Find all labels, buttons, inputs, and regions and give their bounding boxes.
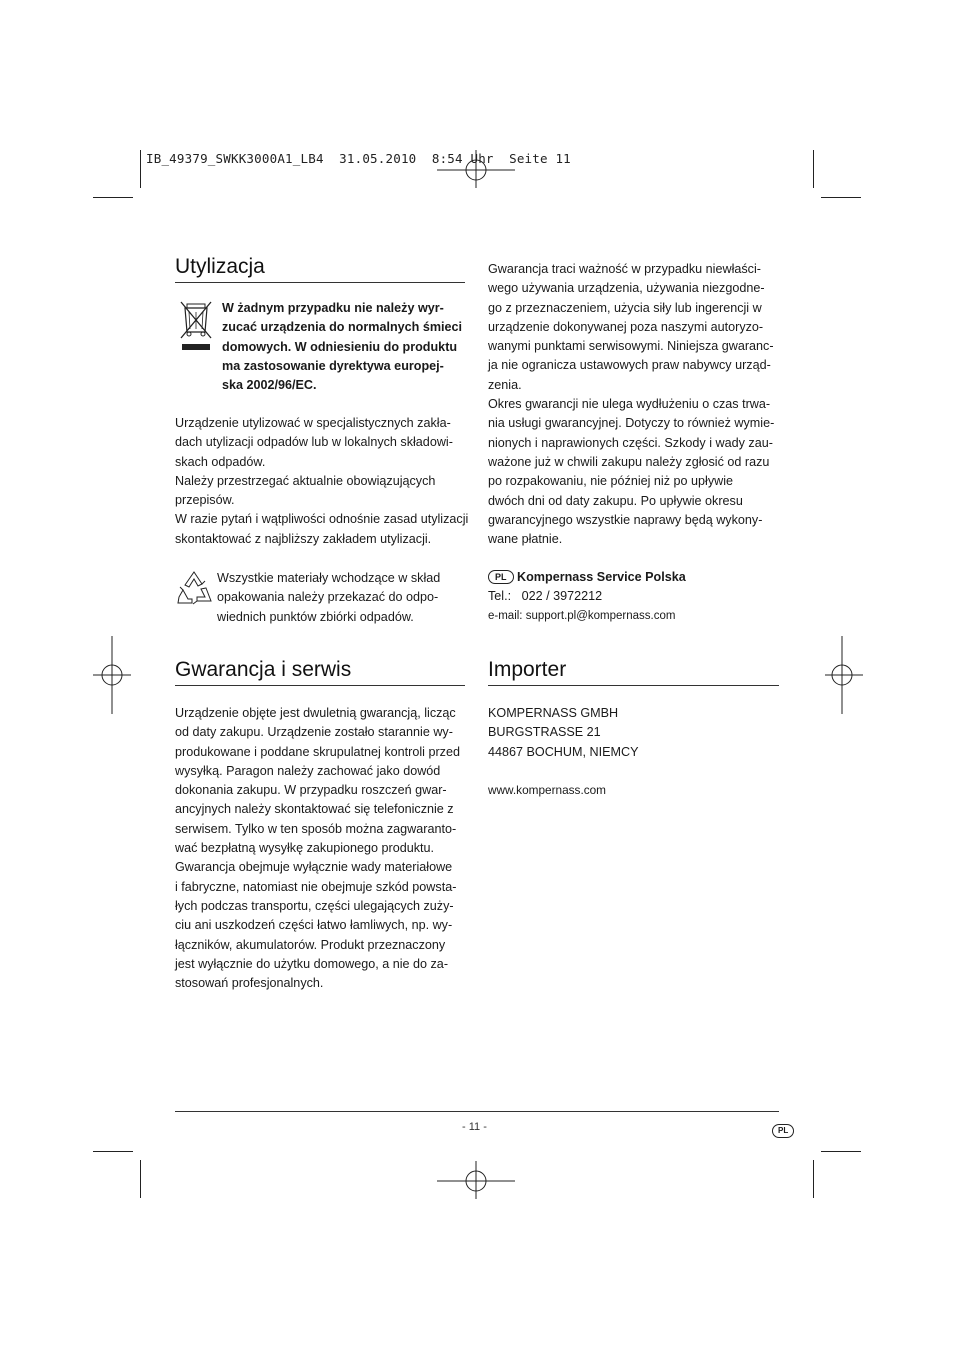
body-line: zenia.	[488, 377, 522, 392]
title-rule	[175, 685, 465, 686]
service-name-row	[488, 568, 788, 587]
phone-number: 022 / 3972212	[521, 589, 603, 604]
body-line: Urządzenie objęte jest dwuletnią gwarancją, licząc	[175, 706, 456, 720]
body-line: skontaktować z najbliższy zakładem utylizacji.	[175, 531, 432, 546]
address-line: BURGSTRASSE 21	[488, 725, 601, 740]
address-line: 44867 BOCHUM, NIEMCY	[488, 744, 639, 759]
warning-line: W żadnym przypadku nie należy wyr-	[222, 301, 444, 315]
registration-mark-icon	[437, 150, 517, 190]
language-badge	[772, 1121, 794, 1139]
print-header: IB_49379_SWKK3000A1_LB4 31.05.2010 8:54 Uhr Seite 11	[146, 151, 571, 166]
recycle-line: wiednich punktów zbiórki odpadów.	[217, 609, 414, 624]
body-line: ja nie ogranicza ustawowych praw nabywcy urząd-	[488, 358, 771, 373]
recycle-line: Wszystkie materiały wchodzące w skład	[217, 571, 441, 585]
body-line: od daty zakupu. Urządzenie zostało starannie wy-	[175, 725, 453, 740]
body-line: Okres gwarancji nie ulega wydłużeniu o czas trwa-	[488, 397, 771, 412]
recycling-icon	[175, 569, 213, 607]
country-badge: PL	[488, 570, 514, 584]
section-title-utylizacja: Utylizacja	[175, 255, 265, 278]
body-line: łych podczas transportu, części ulegających zuży-	[175, 898, 454, 913]
warranty-body	[175, 704, 470, 993]
disposal-body	[175, 414, 470, 549]
email-row	[488, 607, 788, 626]
body-line: dokonania zakupu. W przypadku roszczeń gwar-	[175, 783, 447, 798]
body-line: wego używania urządzenia, używania niezgodne-	[488, 281, 765, 296]
body-line: nia usługi gwarancyjnej. Dotyczy to również wymie-	[488, 416, 775, 431]
importer-address	[488, 704, 788, 800]
email-label: e-mail:	[488, 609, 523, 622]
body-line: gwarancyjnego wszystkie naprawy będą wykony-	[488, 512, 763, 527]
body-line: serwisem. Tylko w ten sposób można zagwaranto-	[175, 821, 457, 836]
body-line: skach odpadów.	[175, 454, 266, 469]
title-rule	[488, 685, 779, 686]
email-address[interactable]: support.pl@kompernass.com	[525, 609, 676, 622]
title-rule	[175, 282, 465, 283]
address-line: KOMPERNASS GMBH	[488, 706, 619, 720]
body-line: i fabryczne, natomiast nie obejmuje szkód powsta-	[175, 879, 457, 894]
body-line: produkowane i poddane skrupulatnej kontroli przed	[175, 744, 460, 759]
body-line: ciu ani uszkodzeń części łatwo łamliwych, np. wy-	[175, 918, 453, 933]
body-line: jest wyłącznie do użytku domowego, a nie do za-	[175, 956, 449, 971]
warning-line: domowych. W odniesieniu do produktu	[222, 339, 458, 354]
website-link[interactable]: www.kompernass.com	[488, 782, 607, 797]
body-line: ancyjnych należy skontaktować się telefonicznie z	[175, 802, 454, 817]
body-line: urządzenie dokonywanej poza naszymi autoryzo-	[488, 319, 764, 334]
body-line: łączników, akumulatorów. Produkt przeznaczony	[175, 937, 446, 952]
body-line: dwóch dni od daty zakupu. Po upływie okresu	[488, 493, 743, 508]
footer-rule	[175, 1111, 779, 1112]
recycle-line: opakowania należy przekazać do odpo-	[217, 590, 439, 605]
warning-line: ska 2002/96/EC.	[222, 378, 317, 393]
body-line: Gwarancja traci ważność w przypadku niewłaści-	[488, 262, 761, 276]
body-line: W razie pytań i wątpliwości odnośnie zasad utylizacji	[175, 512, 469, 527]
warning-line: ma zastosowanie dyrektywa europej-	[222, 358, 444, 373]
section-title-gwarancja: Gwarancja i serwis	[175, 658, 352, 681]
registration-mark-icon	[93, 636, 133, 716]
body-line: stosowań profesjonalnych.	[175, 976, 324, 991]
registration-mark-icon	[437, 1161, 517, 1201]
page-number: - 11 -	[462, 1121, 487, 1133]
warning-line: zucać urządzenia do normalnych śmieci	[222, 320, 463, 335]
phone-label: Tel.:	[488, 589, 512, 604]
body-line: Należy przestrzegać aktualnie obowiązujących	[175, 473, 436, 488]
body-line: Urządzenie utylizować w specjalistycznych zakła-	[175, 416, 451, 430]
packaging-note	[217, 569, 472, 627]
language-badge-label: PL	[772, 1124, 794, 1138]
service-contact	[488, 568, 788, 626]
body-line: wysyłką. Paragon należy zachować jako dowód	[175, 763, 441, 778]
warranty-continued	[488, 260, 788, 549]
body-line: Gwarancja obejmuje wyłącznie wady materiałowe	[175, 860, 453, 875]
crossed-out-wheelie-bin-icon	[177, 298, 215, 352]
section-title-importer: Importer	[488, 658, 567, 681]
body-line: go z przeznaczeniem, użycia siły lub ingerencji w	[488, 300, 762, 315]
body-line: po rozpakowaniu, nie później niż po upływie	[488, 474, 734, 489]
registration-mark-icon	[823, 636, 863, 716]
body-line: przepisów.	[175, 493, 235, 508]
phone-row	[488, 587, 788, 606]
service-name: Kompernass Service Polska	[517, 570, 686, 584]
disposal-warning	[222, 299, 467, 395]
body-line: dach utylizacji odpadów lub w lokalnych składowi-	[175, 435, 453, 450]
body-line: ważone już w chwili zakupu należy zgłosić od razu	[488, 454, 770, 469]
body-line: wanymi punktami serwisowymi. Niniejsza gwaranc-	[488, 339, 774, 354]
body-line: wać bezpłatną wysyłkę zakupionego produktu.	[175, 841, 435, 856]
body-line: nionych i naprawionych części. Szkody i wady zau-	[488, 435, 773, 450]
body-line: wane płatnie.	[488, 532, 563, 547]
